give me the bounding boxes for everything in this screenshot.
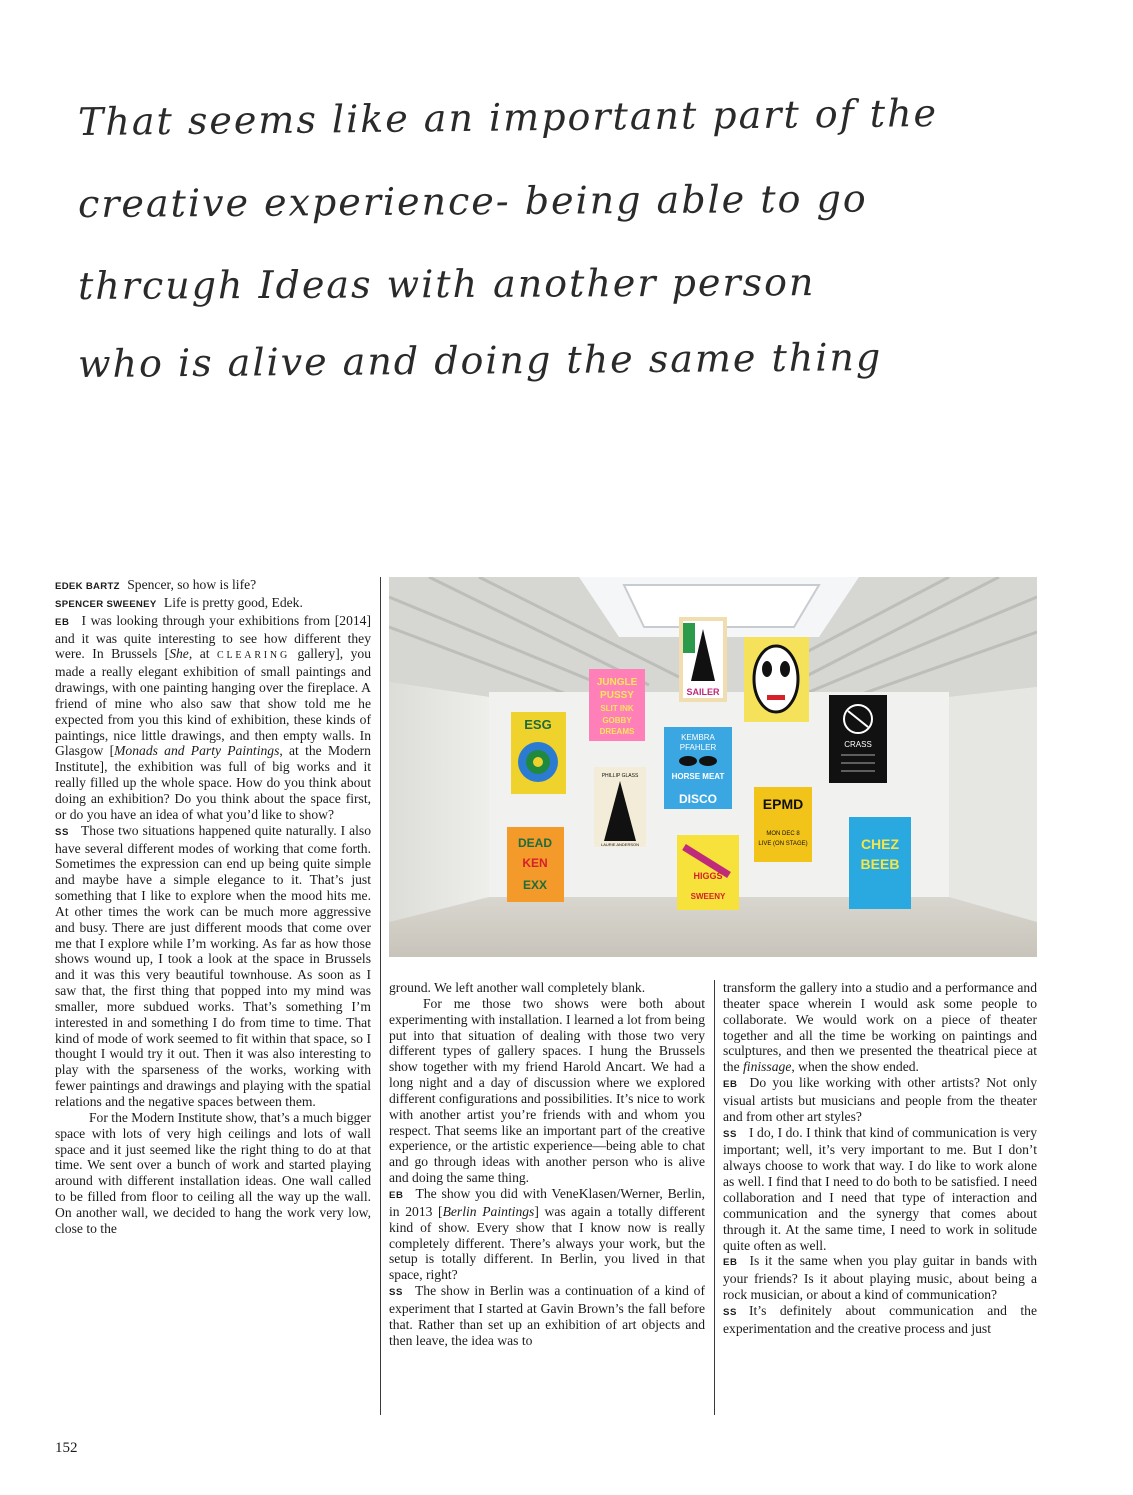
paragraph-text: , at the Modern Institute], the exhibition was full of big works and it really filled up the whole space. How do you think about doing an exhibition? Do you think about the space first, or do you have an idea of what you’d like to show? (55, 743, 371, 822)
paragraph (55, 823, 371, 1110)
svg-text:BEEB: BEEB (860, 856, 900, 872)
svg-text:PHILLIP GLASS: PHILLIP GLASS (601, 773, 639, 779)
svg-text:PFAHLER: PFAHLER (679, 743, 717, 752)
painting-chez (849, 817, 911, 909)
handwritten-line-1: That seems like an important part of the (77, 90, 939, 144)
paragraph-text: For the Modern Institute show, that’s a much bigger space with lots of very high ceilings and lots of wall space and it just seemed like the right thing to do at that time. We sent over a bunch of work and started playing around with different installation ideas. One wall called to be filled from floor to ceiling all the way up the wall. On another wall, we decided to hang the work very low, close to the (55, 1109, 371, 1236)
paragraph-text: It’s definitely about communication and the experimentation and the creative process and just (723, 1302, 1037, 1336)
paragraph (389, 980, 705, 996)
svg-text:SAILER: SAILER (686, 687, 720, 697)
painting-jungle (589, 669, 645, 741)
svg-text:LIVE (ON STAGE): LIVE (ON STAGE) (758, 841, 808, 847)
handwritten-quote (77, 90, 978, 420)
paragraph (389, 996, 705, 1186)
paragraph (389, 1186, 705, 1283)
paragraph (55, 1110, 371, 1237)
paragraph-text: I do, I do. I think that kind of communication is very important; well, it’s very important to me. But I don’t always choose to work that way. I do like to work alone as well. I find that I need to do both to be satisfied. I need collaboration and I need that type of interaction and communication and the synergy that comes about through it. At the same time, I need to work in solitude quite often as well. (723, 1124, 1037, 1253)
paragraph-text: ground. We left another wall completely blank. (389, 980, 646, 995)
speaker-label: EDEK BARTZ (55, 581, 120, 592)
painting-dead (507, 827, 564, 902)
paragraph (55, 595, 371, 613)
paragraph-text: Spencer, so how is life? (123, 577, 257, 592)
exhibition-title: She (169, 646, 189, 662)
svg-text:SWEENY: SWEENY (690, 892, 726, 901)
gallery-installation-illustration (389, 577, 1037, 957)
svg-text:JUNGLE: JUNGLE (596, 677, 638, 688)
paragraph (723, 1125, 1037, 1254)
column-rule (380, 577, 381, 1415)
article-column-1 (55, 577, 371, 1237)
painting-esg (511, 712, 566, 794)
handwritten-line-3: thrcugh Ideas with another person (77, 260, 816, 308)
paragraph-text: I was looking through your exhibitions from [2014] and it was quite interesting to see how different they were. In Brussels [ (55, 612, 371, 662)
speaker-label: EB (723, 1079, 738, 1091)
svg-text:EXX: EXX (522, 878, 548, 892)
paragraph (723, 1075, 1037, 1125)
speaker-label: EB (723, 1257, 738, 1269)
svg-text:MON DEC 8: MON DEC 8 (766, 831, 800, 837)
svg-text:KEN: KEN (522, 856, 548, 870)
paragraph-text: Life is pretty good, Edek. (160, 594, 303, 610)
gallery-name: CLEARING (217, 650, 290, 662)
paragraph-text: The show you did with VeneKlasen/Werner, Berlin, in 2013 [ (389, 1185, 705, 1219)
paragraph (55, 613, 371, 823)
paragraph-text: Do you like working with other artists? Not only visual artists but musicians and people from the theater and from other art styles? (723, 1075, 1037, 1124)
paragraph-text: , at (188, 646, 218, 662)
painting-sailer (679, 617, 727, 702)
speaker-label: SPENCER SWEENEY (55, 598, 157, 610)
paragraph-text: transform the gallery into a studio and a performance and theater space wherein I would ask some people to collaborate. We would work on a piece of theater together and all the time be working on paintings and sculptures, and then we presented the theatrical piece at the (723, 980, 1037, 1075)
handwritten-line-2: creative experience- being able to go (77, 176, 868, 226)
speaker-label: SS (723, 1128, 737, 1140)
painting-higgs (677, 835, 739, 910)
paragraph (55, 577, 371, 595)
paragraph (723, 1303, 1037, 1337)
paragraph-text: For me those two shows were both about experimenting with installation. I learned a lot from being put into that situation of dealing with those two very different types of gallery spaces. I hung the Brussels show together with my friend Harold Ancart. We had a long night and a day of discussion where we explored different configurations and possibilities. It’s nice to work with another artist you’re friends with and whom you respect. That seems like an important part of the creative experience, or the artistic experience—being able to chat and go through ideas with another person who is alive and doing the same thing. (389, 995, 705, 1186)
paragraph-text: ] was again a totally different kind of show. Every show that I know now is really completely different. There’s always your work, but the setup is totally different. In Berlin, you lived in that space, right? (389, 1203, 705, 1283)
svg-text:PUSSY: PUSSY (600, 690, 634, 701)
paragraph-text: The show in Berlin was a continuation of a kind of experiment that I started at Gavin Brown’s the fall before that. Rather than set up an exhibition of art objects and then leave, the idea was to (389, 1283, 705, 1348)
svg-text:EPMD: EPMD (762, 796, 804, 812)
painting-glass (594, 767, 646, 847)
paragraph (723, 1253, 1037, 1303)
svg-text:SLIT INK: SLIT INK (600, 704, 634, 713)
svg-text:HIGGS: HIGGS (693, 871, 723, 881)
svg-text:DISCO: DISCO (678, 792, 718, 806)
article-column-3 (723, 980, 1037, 1337)
exhibition-title: Berlin Paintings (442, 1203, 535, 1219)
painting-epmd (754, 787, 812, 862)
svg-text:KEMBRA: KEMBRA (681, 733, 715, 742)
page-number: 152 (55, 1440, 78, 1456)
exhibition-title: Monads and Party Paintings (114, 743, 280, 759)
column-rule (714, 980, 715, 1415)
speaker-label: SS (723, 1306, 737, 1318)
svg-text:HORSE MEAT: HORSE MEAT (671, 772, 725, 781)
handwritten-line-4: who is alive and doing the same thing (77, 334, 883, 386)
svg-text:DREAMS: DREAMS (599, 727, 635, 736)
paragraph-text: gallery], you made a really elegant exhibition of small paintings and drawings, with one painting hanging over the fireplace. A friend of mine who also saw that show told me he expected from you this kind of exhibition, these kinds of paintings, nice little drawings, and then empty walls. In Glasgow [ (55, 646, 371, 759)
svg-text:DEAD: DEAD (517, 836, 553, 850)
painting-kembra (664, 727, 732, 809)
paragraph-text: Is it the same when you play guitar in bands with your friends? Is it about playing music, about being a rock musician, or about a kind of communication? (723, 1253, 1037, 1303)
speaker-label: SS (389, 1287, 403, 1299)
svg-text:GOBBY: GOBBY (602, 716, 632, 725)
painting-face (744, 637, 809, 722)
gallery-installation-photo (389, 577, 1037, 957)
paragraph (723, 980, 1037, 1075)
paragraph-text: Those two situations happened quite naturally. I also have several different modes of working that come forth. Sometimes the expression can end up being quite simple and maybe have a simple elegance to it. That’s just something that I like to explore when the mood hits me. At other times the work can be much more aggressive and busy. There are just different moods that come over me that I explore while I’m working. As far as how those shows wound up, I took a look at the space in Brussels and it was this very beautiful townhouse. As soon as I saw that, the first thing that popped into my mind was smaller, more subdued works. That’s something I’m interested in and something I do from time to time. That kind of mode of work seemed to fit within that space, so I thought I would try it out. Then it was also interesting to play with the sparseness of the works, working with fewer paintings and drawings and playing with the spatial relations and the negative spaces between them. (55, 822, 371, 1109)
article-column-2 (389, 980, 705, 1348)
italic-term: finissage (743, 1059, 792, 1075)
speaker-label: EB (55, 616, 70, 628)
svg-text:LAURIE ANDERSON: LAURIE ANDERSON (600, 842, 640, 847)
svg-text:CHEZ: CHEZ (860, 836, 900, 852)
speaker-label: EB (389, 1189, 404, 1201)
paragraph-text: , when the show ended. (791, 1059, 919, 1075)
speaker-label: SS (55, 826, 69, 838)
svg-text:CRASS: CRASS (844, 740, 872, 749)
paragraph (389, 1283, 705, 1348)
painting-crass (829, 695, 887, 783)
svg-text:ESG: ESG (524, 717, 552, 732)
